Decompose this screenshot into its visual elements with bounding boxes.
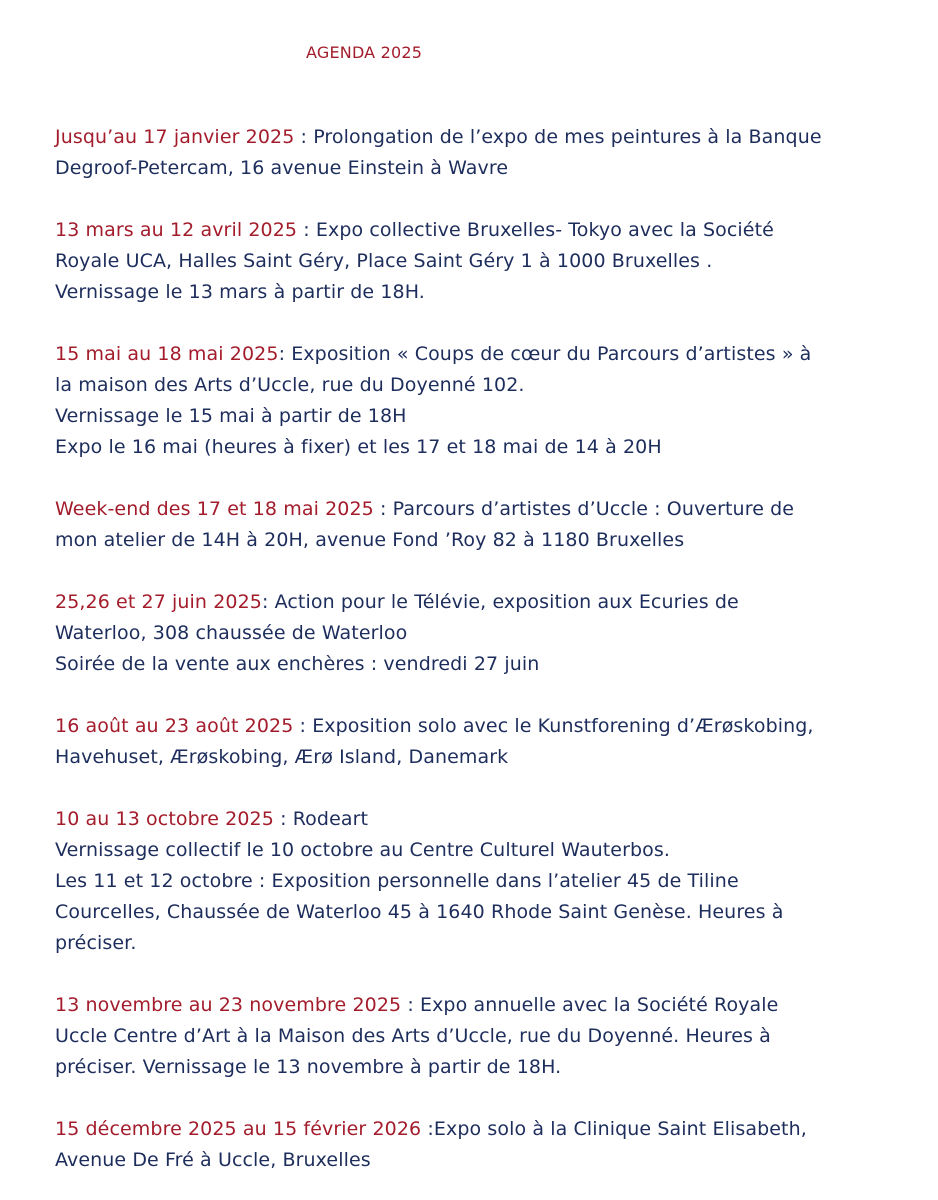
entry-line: Vernissage le 15 mai à partir de 18H bbox=[55, 405, 407, 427]
entry-first-line bbox=[55, 1114, 915, 1145]
entry-date: 25,26 et 27 juin 2025 bbox=[55, 591, 262, 613]
entry-line: préciser. bbox=[55, 932, 137, 954]
entry-line: Courcelles, Chaussée de Waterloo 45 à 1640 Rhode Saint Genèse. Heures à bbox=[55, 901, 784, 923]
entry-line: Uccle Centre d’Art à la Maison des Arts d’Uccle, rue du Doyenné. Heures à bbox=[55, 1025, 771, 1047]
entry-line: Waterloo, 308 chaussée de Waterloo bbox=[55, 622, 408, 644]
entry-first-line-text: : Expo collective Bruxelles- Tokyo avec la Société bbox=[297, 219, 774, 241]
entry-first-line-text: : Expo annuelle avec la Société Royale bbox=[401, 994, 779, 1016]
agenda-entry bbox=[55, 587, 915, 680]
entry-line: Les 11 et 12 octobre : Exposition personnelle dans l’atelier 45 de Tiline bbox=[55, 870, 739, 892]
entry-first-line bbox=[55, 711, 915, 742]
entry-first-line-text: : Exposition « Coups de cœur du Parcours d’artistes » à bbox=[278, 343, 812, 365]
entry-line: Degroof-Petercam, 16 avenue Einstein à Wavre bbox=[55, 157, 509, 179]
entry-first-line bbox=[55, 804, 915, 835]
entry-first-line bbox=[55, 990, 915, 1021]
entry-first-line-text: : Prolongation de l’expo de mes peintures à la Banque bbox=[294, 126, 822, 148]
agenda-entry bbox=[55, 990, 915, 1083]
entry-date: 10 au 13 octobre 2025 bbox=[55, 808, 274, 830]
entry-date: 15 mai au 18 mai 2025 bbox=[55, 343, 279, 365]
entry-line: Vernissage collectif le 10 octobre au Centre Culturel Wauterbos. bbox=[55, 839, 671, 861]
entry-first-line-text: :Expo solo à la Clinique Saint Elisabeth, bbox=[421, 1118, 807, 1140]
entry-line: Royale UCA, Halles Saint Géry, Place Saint Géry 1 à 1000 Bruxelles . bbox=[55, 250, 713, 272]
entry-line: Soirée de la vente aux enchères : vendredi 27 juin bbox=[55, 653, 540, 675]
agenda-entry bbox=[55, 1114, 915, 1176]
entry-date: Week-end des 17 et 18 mai 2025 bbox=[55, 498, 374, 520]
entry-first-line bbox=[55, 122, 915, 153]
entry-date: 15 décembre 2025 au 15 février 2026 bbox=[55, 1118, 422, 1140]
agenda-entry bbox=[55, 804, 915, 959]
entry-line: Avenue De Fré à Uccle, Bruxelles bbox=[55, 1149, 371, 1171]
entry-date: 13 mars au 12 avril 2025 bbox=[55, 219, 298, 241]
entry-first-line-text: : Action pour le Télévie, exposition aux Ecuries de bbox=[261, 591, 739, 613]
entry-first-line-text: : Rodeart bbox=[273, 808, 369, 830]
entry-line: la maison des Arts d’Uccle, rue du Doyenné 102. bbox=[55, 374, 525, 396]
entry-first-line bbox=[55, 215, 915, 246]
entry-first-line-text: : Parcours d’artistes d’Uccle : Ouverture de bbox=[373, 498, 795, 520]
agenda-entry bbox=[55, 494, 915, 556]
entry-first-line bbox=[55, 339, 915, 370]
agenda-entry bbox=[55, 122, 915, 184]
entry-date: 16 août au 23 août 2025 bbox=[55, 715, 294, 737]
agenda-entries bbox=[55, 122, 915, 1176]
agenda-title: AGENDA 2025 bbox=[306, 43, 423, 62]
entry-line: mon atelier de 14H à 20H, avenue Fond ’Roy 82 à 1180 Bruxelles bbox=[55, 529, 685, 551]
entry-line: Havehuset, Ærøskobing, Ærø Island, Danemark bbox=[55, 746, 509, 768]
entry-first-line-text: : Exposition solo avec le Kunstforening d’Ærøskobing, bbox=[293, 715, 814, 737]
agenda-entry bbox=[55, 711, 915, 773]
agenda-entry bbox=[55, 215, 915, 308]
entry-line: préciser. Vernissage le 13 novembre à partir de 18H. bbox=[55, 1056, 562, 1078]
entry-first-line bbox=[55, 494, 915, 525]
entry-line: Vernissage le 13 mars à partir de 18H. bbox=[55, 281, 425, 303]
entry-line: Expo le 16 mai (heures à fixer) et les 17 et 18 mai de 14 à 20H bbox=[55, 436, 662, 458]
agenda-entry bbox=[55, 339, 915, 463]
entry-date: Jusqu’au 17 janvier 2025 bbox=[55, 126, 295, 148]
entry-first-line bbox=[55, 587, 915, 618]
entry-date: 13 novembre au 23 novembre 2025 bbox=[55, 994, 402, 1016]
